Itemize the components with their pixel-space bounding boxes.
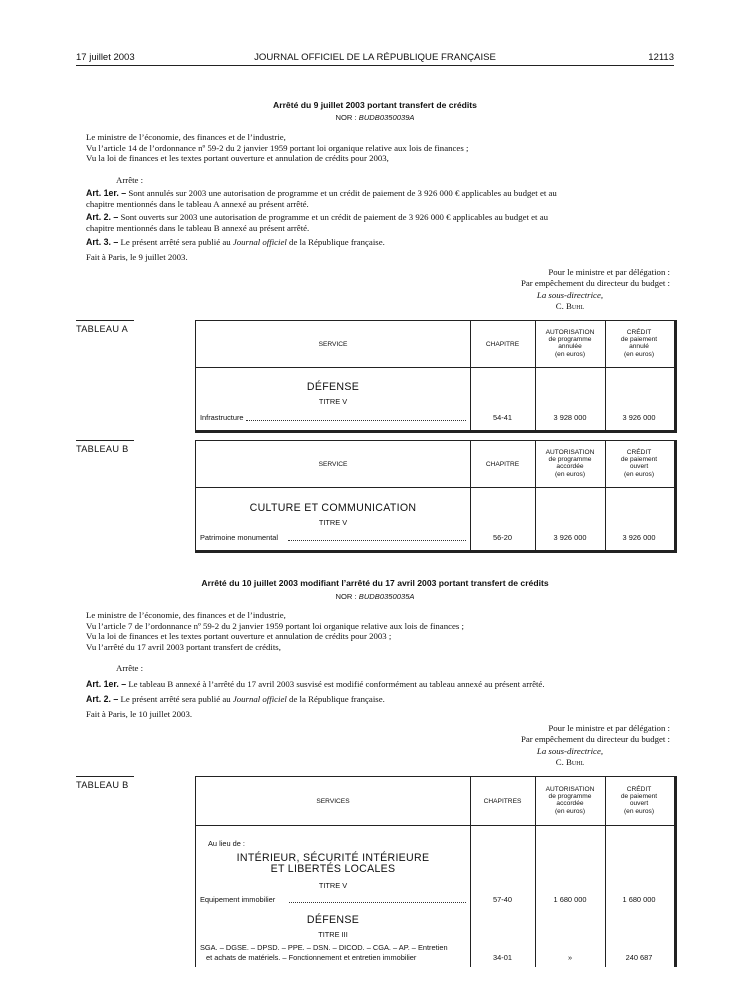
arrete1-title: Arrêté du 9 juillet 2003 portant transfert de crédits [273, 100, 477, 110]
tableau-b2 [195, 776, 677, 967]
page-number: 12113 [648, 52, 674, 63]
col-autorisation: AUTORISATION de programme annulée (en euros) [545, 329, 595, 358]
arrete2-signature: Pour le ministre et par délégation : Par empêchement du directeur du budget : La sous-directrice, C. Buhl [520, 723, 670, 767]
ministry-defense: DÉFENSE [306, 381, 360, 393]
row-chapitre: 54-41 [493, 413, 512, 422]
tableau-a-label: TABLEAU A [76, 324, 134, 334]
row-service: Infrastructure [200, 413, 244, 422]
row2-autorisation: » [567, 953, 573, 962]
col-credit: CRÉDIT de paiement ouvert (en euros) [620, 786, 658, 815]
au-lieu-de: Au lieu de : [208, 839, 245, 848]
row2-chapitre: 34-01 [493, 953, 512, 962]
tableau-a [195, 320, 677, 433]
arrete2-article-1: Art. 1er. – Le tableau B annexé à l’arrêté du 17 avril 2003 susvisé est modifié conformément au tableau annexé au présent arrêté. [86, 679, 545, 689]
row1-credit: 1 680 000 [622, 895, 656, 904]
arrete1-arrete: Arrête : [116, 175, 144, 185]
row2-service: SGA. – DGSE. – DPSD. – PPE. – DSN. – DICOD. – CGA. – AP. – Entretien et achats de matériels. – Fonctionnement et entretien immobilier [200, 943, 448, 962]
arrete2-fait: Fait à Paris, le 10 juillet 2003. [86, 709, 193, 719]
journal-title: JOURNAL OFFICIEL DE LA RÉPUBLIQUE FRANÇAISE [254, 52, 496, 63]
arrete1-preamble: Le ministre de l’économie, des finances et de l’industrie, Vu l’article 14 de l’ordonnance nº 59-2 du 2 janvier 1959 portant loi organique relative aux lois de finances ; Vu la loi de finances et les textes portant ouverture et annulation de crédits pour 2003, [86, 132, 469, 163]
tableau-b [195, 440, 677, 553]
col-service: SERVICE [318, 461, 348, 468]
titre-iii: TITRE III [318, 930, 348, 939]
arrete2-article-2: Art. 2. – Le présent arrêté sera publié au Journal officiel de la République française. [86, 694, 385, 704]
header-rule [76, 65, 674, 66]
arrete1-article-3: Art. 3. – Le présent arrêté sera publié au Journal officiel de la République française. [86, 237, 385, 247]
tableau-b-label: TABLEAU B [76, 444, 134, 454]
row-chapitre: 56-20 [493, 533, 512, 542]
titre: TITRE V [318, 518, 348, 527]
ministry-culture: CULTURE ET COMMUNICATION [249, 502, 417, 514]
col-chapitres: CHAPITRES [483, 798, 522, 805]
row2-credit: 240 687 [625, 953, 653, 962]
arrete2-nor: NOR : BUDB0350035A [335, 592, 415, 601]
arrete1-nor: NOR : BUDB0350039A [335, 113, 415, 122]
ministry-interieur: INTÉRIEUR, SÉCURITÉ INTÉRIEURE ET LIBERTÉS LOCALES [236, 852, 430, 875]
arrete1-fait: Fait à Paris, le 9 juillet 2003. [86, 252, 188, 262]
col-autorisation: AUTORISATION de programme accordée (en euros) [545, 786, 595, 815]
col-autorisation: AUTORISATION de programme accordée (en euros) [545, 449, 595, 478]
row-credit: 3 926 000 [622, 533, 656, 542]
arrete2-arrete: Arrête : [116, 663, 144, 673]
col-credit: CRÉDIT de paiement annulé (en euros) [620, 329, 658, 358]
col-chapitre: CHAPITRE [485, 461, 520, 468]
row-autorisation: 3 928 000 [553, 413, 587, 422]
col-service: SERVICE [318, 341, 348, 348]
titre: TITRE V [318, 397, 348, 406]
row-credit: 3 926 000 [622, 413, 656, 422]
tableau-b2-label: TABLEAU B [76, 780, 134, 790]
titre-v: TITRE V [318, 881, 348, 890]
arrete1-article-1: Art. 1er. – Sont annulés sur 2003 une autorisation de programme et un crédit de paiement de 3 926 000 € applicables au budget et au chapitre mentionnés dans le tableau A annexé au présent arrêté. [86, 188, 557, 209]
row-service: Patrimoine monumental [200, 533, 279, 542]
row-autorisation: 3 926 000 [553, 533, 587, 542]
arrete1-signature: Pour le ministre et par délégation : Par empêchement du directeur du budget : La sous-directrice, C. Buhl [520, 267, 670, 311]
ministry-defense: DÉFENSE [306, 914, 360, 926]
col-chapitre: CHAPITRE [485, 341, 520, 348]
row1-service: Equipement immobilier [200, 895, 276, 904]
row1-autorisation: 1 680 000 [553, 895, 587, 904]
col-credit: CRÉDIT de paiement ouvert (en euros) [620, 449, 658, 478]
arrete2-title: Arrêté du 10 juillet 2003 modifiant l’arrêté du 17 avril 2003 portant transfert de crédits [201, 578, 549, 588]
header-date: 17 juillet 2003 [76, 52, 135, 63]
row1-chapitre: 57-40 [493, 895, 512, 904]
arrete2-preamble: Le ministre de l’économie, des finances et de l’industrie, Vu l’article 7 de l’ordonnance nº 59-2 du 2 janvier 1959 portant loi organique relative aux lois de finances ; Vu la loi de finances et les textes portant ouverture et annulation de crédits pour 2003 ; Vu l’arrêté du 17 avril 2003 portant transfert de crédits, [86, 610, 464, 652]
col-services: SERVICES [316, 798, 350, 805]
arrete1-article-2: Art. 2. – Sont ouverts sur 2003 une autorisation de programme et un crédit de paiement de 3 926 000 € applicables au budget et au chapitre mentionnés dans le tableau B annexé au présent arrêté. [86, 212, 548, 233]
